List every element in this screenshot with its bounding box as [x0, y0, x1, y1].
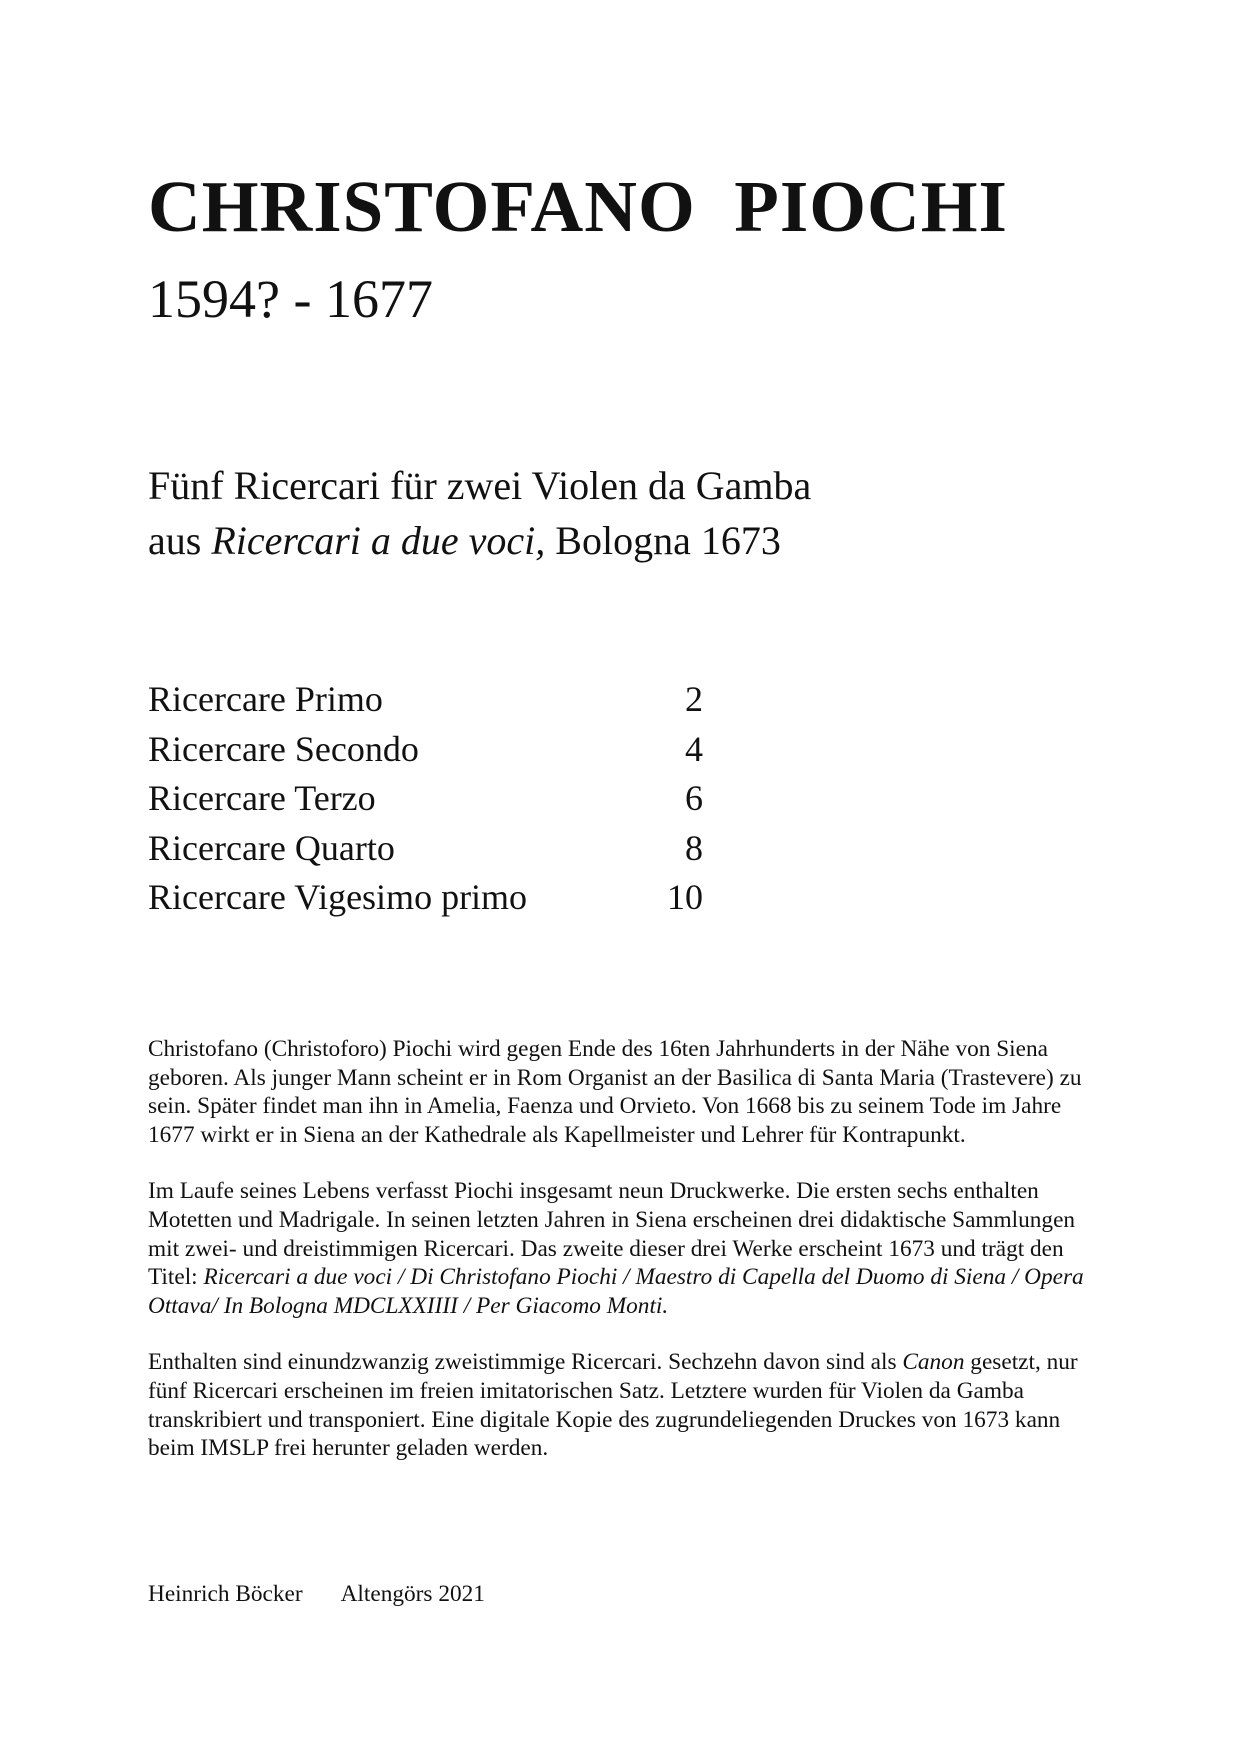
toc-entry	[148, 774, 703, 824]
biography	[148, 1035, 1088, 1491]
bio-paragraph-1: Christofano (Christoforo) Piochi wird gegen Ende des 16ten Jahrhunderts in der Nähe von Siena geboren. Als junger Mann scheint er in Rom Organist an der Basilica di Santa Maria (Trastevere) zu sein. Später findet man ihn in Amelia, Faenza und Orvieto. Von 1668 bis zu seinem Tode im Jahre 1677 wirkt er in Siena an der Kathedrale als Kapellmeister und Lehrer für Kontrapunkt.	[148, 1036, 1082, 1148]
toc-entry	[148, 725, 703, 775]
editor-name: Heinrich Böcker	[148, 1581, 303, 1607]
bio-p3-text-1: Enthalten sind einundzwanzig zweistimmige Ricercari. Sechzehn davon sind als	[148, 1349, 903, 1376]
toc-entry-title: Ricercare Secondo	[148, 728, 419, 769]
toc-entry	[148, 824, 703, 874]
subtitle-suffix: Bologna 1673	[545, 518, 781, 563]
signature-line	[148, 1583, 485, 1606]
bio-paragraph-2	[148, 1177, 1088, 1320]
toc-entry-page: 10	[667, 877, 703, 917]
toc-entry-title: Ricercare Vigesimo primo	[148, 877, 528, 917]
composer-dates: 1594? - 1677	[148, 269, 433, 329]
place-and-year: Altengörs 2021	[340, 1581, 485, 1607]
toc-entry-title: Ricercare Terzo	[148, 778, 376, 818]
subtitle-line-1: Fünf Ricercari für zwei Violen da Gamba	[148, 463, 812, 508]
bio-p2-text: Im Laufe seines Lebens verfasst Piochi insgesamt neun Druckwerke. Die ersten sechs enthalten Motetten und Madrigale. In seinen letzten Jahren in Siena erscheinen drei didaktische Sammlungen mit zwei- und dreistimmigen Ricercari. Das zweite dieser drei Werke erscheint 1673 und trägt den Titel:	[148, 1178, 1076, 1291]
toc-entry-title: Ricercare Primo	[148, 679, 383, 719]
toc-entry-page: 6	[685, 778, 703, 818]
toc-entry-title: Ricercare Quarto	[148, 827, 395, 868]
toc-entry-page: 2	[685, 679, 703, 719]
toc-entry	[148, 873, 703, 923]
subtitle-line-2	[148, 513, 811, 568]
bio-p2-title-italic: Ricercari a due voci / Di Christofano Piochi / Maestro di Capella del Duomo di Siena / Opera Ottava/ In Bologna MDCLXXIIII / Per Giacomo Monti.	[148, 1264, 1084, 1319]
bio-paragraph-3	[148, 1348, 1088, 1462]
subtitle-prefix: aus	[148, 518, 212, 563]
source-title: Ricercari a due voci,	[211, 518, 546, 563]
toc-entry	[148, 675, 703, 725]
table-of-contents	[148, 675, 703, 923]
bio-p3-canon-italic: Canon	[902, 1349, 965, 1376]
toc-entry-page: 8	[685, 827, 703, 868]
toc-entry-page: 4	[685, 728, 703, 769]
edition-subtitle	[148, 458, 811, 568]
composer-name: CHRISTOFANO PIOCHI	[148, 166, 1008, 247]
bio-p3-text-2: gesetzt, nur fünf Ricercari erscheinen im freien imitatorischen Satz. Letztere wurden für Violen da Gamba transkribiert und transponiert. Eine digitale Kopie des zugrundeliegenden Druckes von 1673 kann beim IMSLP frei herunter geladen werden.	[148, 1349, 1078, 1462]
